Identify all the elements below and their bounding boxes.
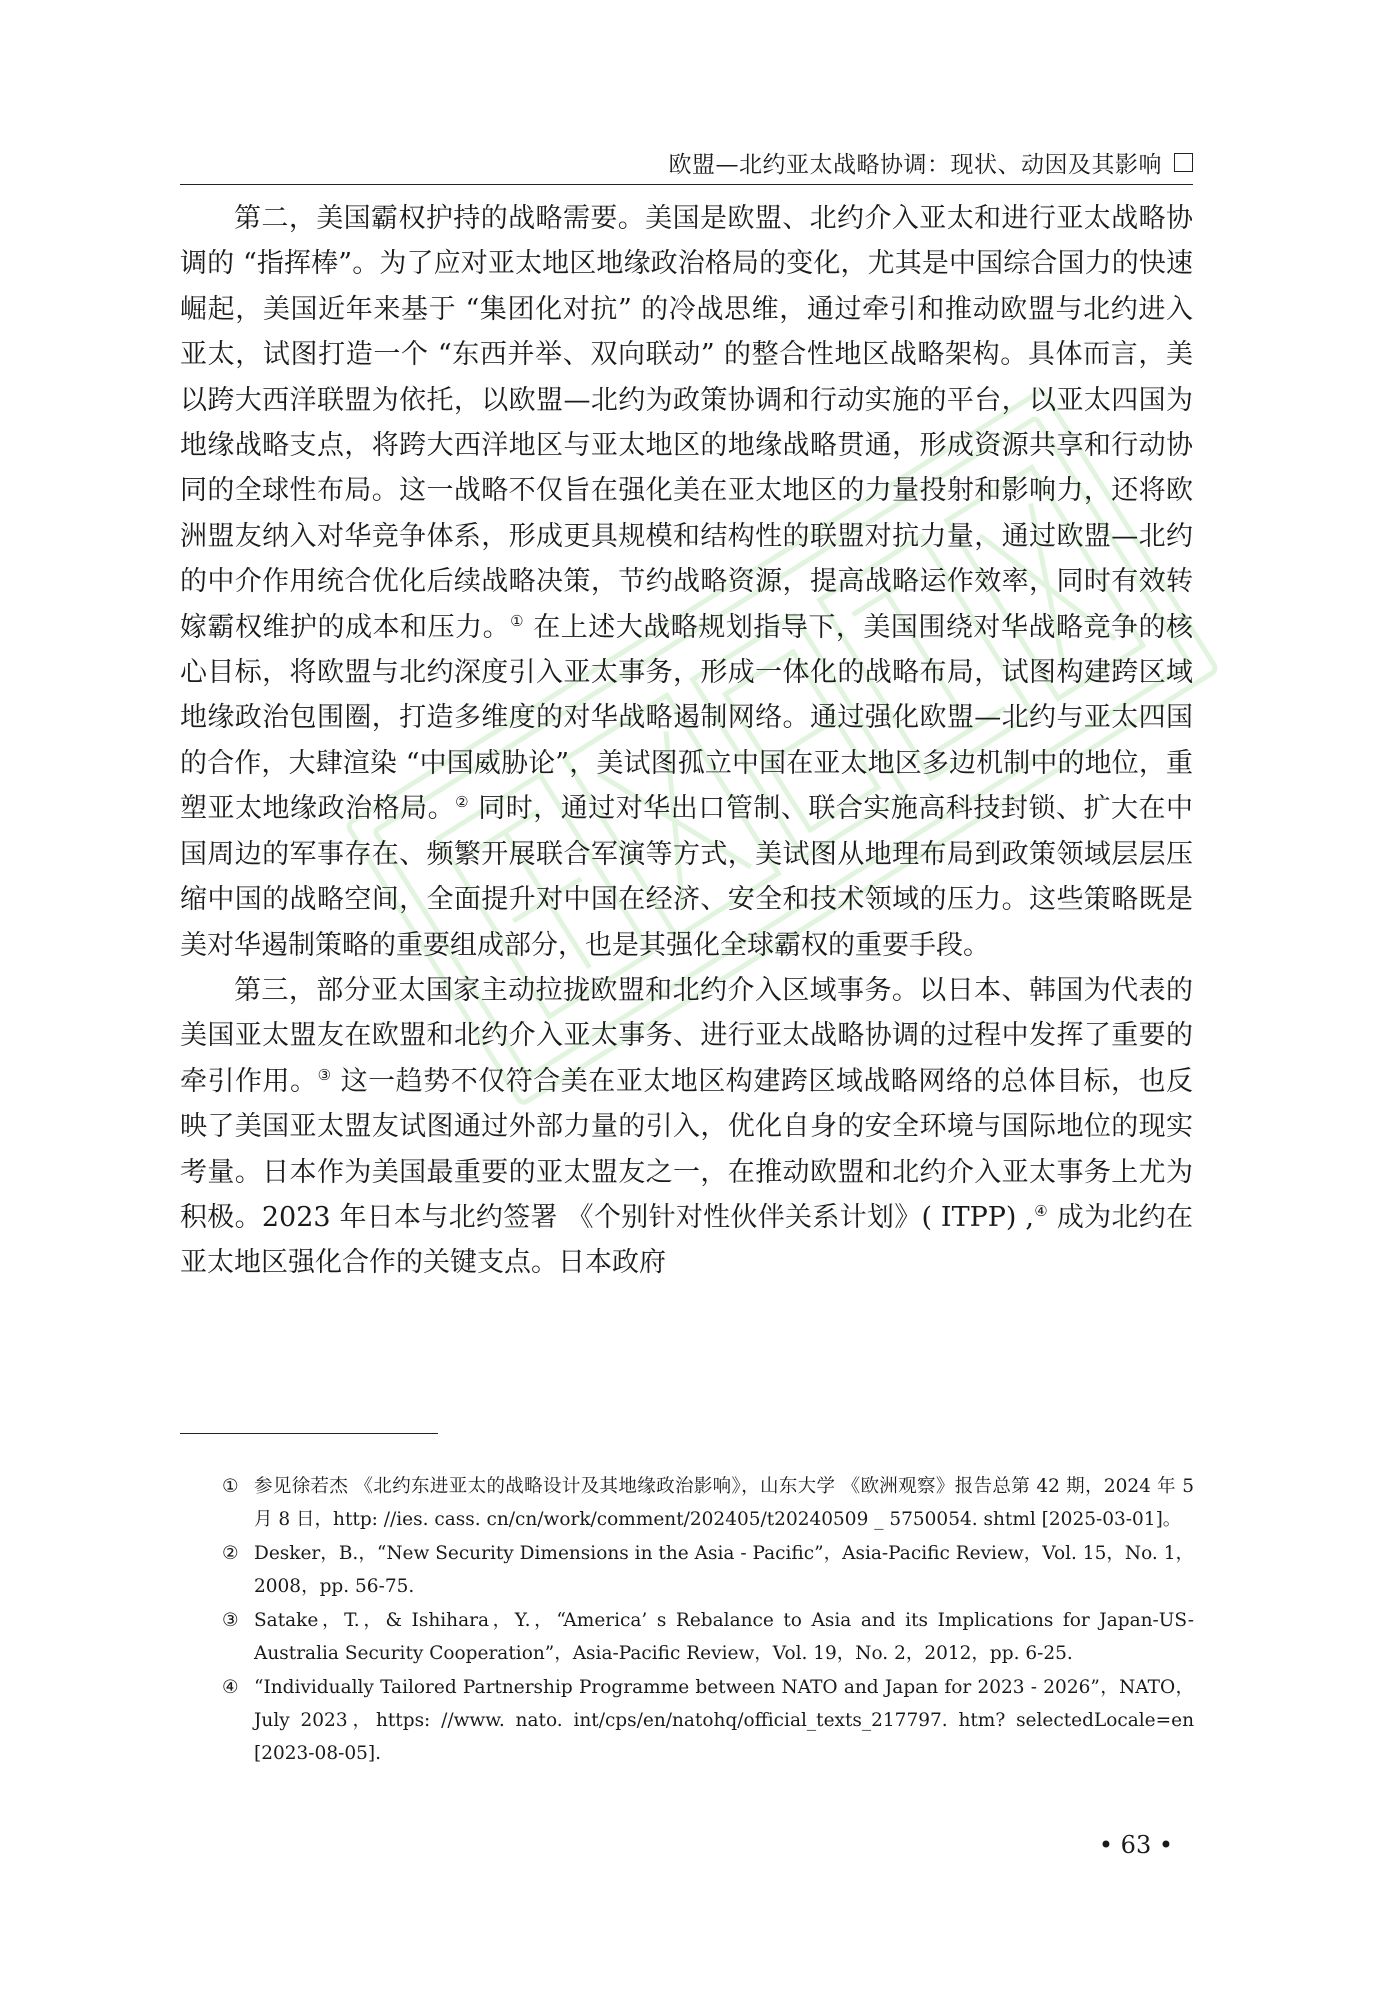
- footnote: [222, 1537, 1194, 1603]
- footnote: [222, 1604, 1194, 1670]
- footnote-ref[interactable]: ①: [510, 611, 525, 630]
- footnote-divider: [180, 1433, 438, 1434]
- paragraph-text: 同时，通过对华出口管制、联合实施高科技封锁、扩大在中国周边的军事存在、频繁开展联合军演等方式，美试图从地理布局到政策领域层层压缩中国的战略空间，全面提升对中国在经济、安全和技术领域的压力。这些策略既是美对华遏制策略的重要组成部分，也是其强化全球霸权的重要手段。: [180, 793, 1194, 961]
- footnote-text: 参见徐若杰 《北约东进亚太的战略设计及其地缘政治影响》，山东大学 《欧洲观察》报告总第 42 期，2024 年 5 月 8 日，http: //ies. cass. cn/cn/work/comment/202405/t20240509 _ 5750054. shtml [2025-03-01]。: [254, 1476, 1194, 1530]
- footnote-mark: ④: [222, 1677, 239, 1698]
- paragraph-text: 成为北约在亚太地区强化合作的关键支点。日本政府: [180, 1201, 1194, 1279]
- header-title: 欧盟—北约亚太战略协调：现状、动因及其影响: [668, 151, 1162, 178]
- footnote-ref[interactable]: ③: [317, 1065, 332, 1084]
- paragraph: [180, 196, 1193, 968]
- footnote: [222, 1671, 1194, 1770]
- paragraph-text: 这一趋势不仅符合美在亚太地区构建跨区域战略网络的总体目标，也反映了美国亚太盟友试图通过外部力量的引入，优化自身的安全环境与国际地位的现实考量。日本作为美国最重要的亚太盟友之一，在推动欧盟和北约介入亚太事务上尤为积极。2023 年日本与北约签署 《个别针对性伙伴关系计划》( ITPP) ,: [180, 1065, 1194, 1233]
- article-body: [180, 196, 1193, 1286]
- footnote-text: Desker，B.，“New Security Dimensions in the Asia - Pacific”，Asia-Pacific Review，Vol. 15，No. 1，2008，pp. 56-75.: [254, 1543, 1194, 1597]
- footnote-ref[interactable]: ④: [1033, 1201, 1048, 1220]
- footnote-mark: ②: [222, 1543, 239, 1564]
- footnote-mark: ③: [222, 1610, 239, 1631]
- paragraph-text: 第二，美国霸权护持的战略需要。美国是欧盟、北约介入亚太和进行亚太战略协调的 “指挥棒”。为了应对亚太地区地缘政治格局的变化，尤其是中国综合国力的快速崛起，美国近年来基于 “集团化对抗” 的冷战思维，通过牵引和推动欧盟与北约进入亚太，试图打造一个 “东西并举、双向联动” 的整合性地区战略架构。具体而言，美以跨大西洋联盟为依托，以欧盟—北约为政策协调和行动实施的平台，以亚太四国为地缘战略支点，将跨大西洋地区与亚太地区的地缘战略贯通，形成资源共享和行动协同的全球性布局。这一战略不仅旨在强化美在亚太地区的力量投射和影响力，还将欧洲盟友纳入对华竞争体系，形成更具规模和结构性的联盟对抗力量，通过欧盟—北约的中介作用统合优化后续战略决策，节约战略资源，提高战略运作效率，同时有效转嫁霸权维护的成本和压力。: [180, 203, 1193, 643]
- paragraph: [180, 968, 1193, 1286]
- paragraph-text: 第三，部分亚太国家主动拉拢欧盟和北约介入区域事务。以日本、韩国为代表的美国亚太盟友在欧盟和北约介入亚太事务、进行亚太战略协调的过程中发挥了重要的牵引作用。: [180, 974, 1193, 1097]
- paragraph-text: 在上述大战略规划指导下，美国围绕对华战略竞争的核心目标，将欧盟与北约深度引入亚太事务，形成一体化的战略布局，试图构建跨区域地缘政治包围圈，打造多维度的对华战略遏制网络。通过强化欧盟—北约与亚太四国的合作，大肆渲染 “中国威胁论”，美试图孤立中国在亚太地区多边机制中的地位，重塑亚太地缘政治格局。: [180, 611, 1194, 825]
- header-square-icon: [1174, 153, 1193, 172]
- footnote-text: “Individually Tailored Partnership Programme between NATO and Japan for 2023 - 2026”，NATO，July 2023，https: //www. nato. int/cps/en/natohq/official_texts_217797. htm? selectedLocale=en [2023-08-05].: [254, 1677, 1194, 1764]
- footnote-ref[interactable]: ②: [455, 793, 470, 812]
- page-number: • 63 •: [1098, 1831, 1173, 1859]
- running-header: [180, 140, 1193, 185]
- footnote: [222, 1470, 1194, 1536]
- footnotes: [222, 1470, 1194, 1771]
- footnote-text: Satake，T.，& Ishihara，Y.，“America’ s Rebalance to Asia and its Implications for Japan-US-Australia Security Cooperation”，Asia-Pacific Review，Vol. 19，No. 2，2012，pp. 6-25.: [254, 1610, 1194, 1664]
- footnote-mark: ①: [222, 1476, 239, 1497]
